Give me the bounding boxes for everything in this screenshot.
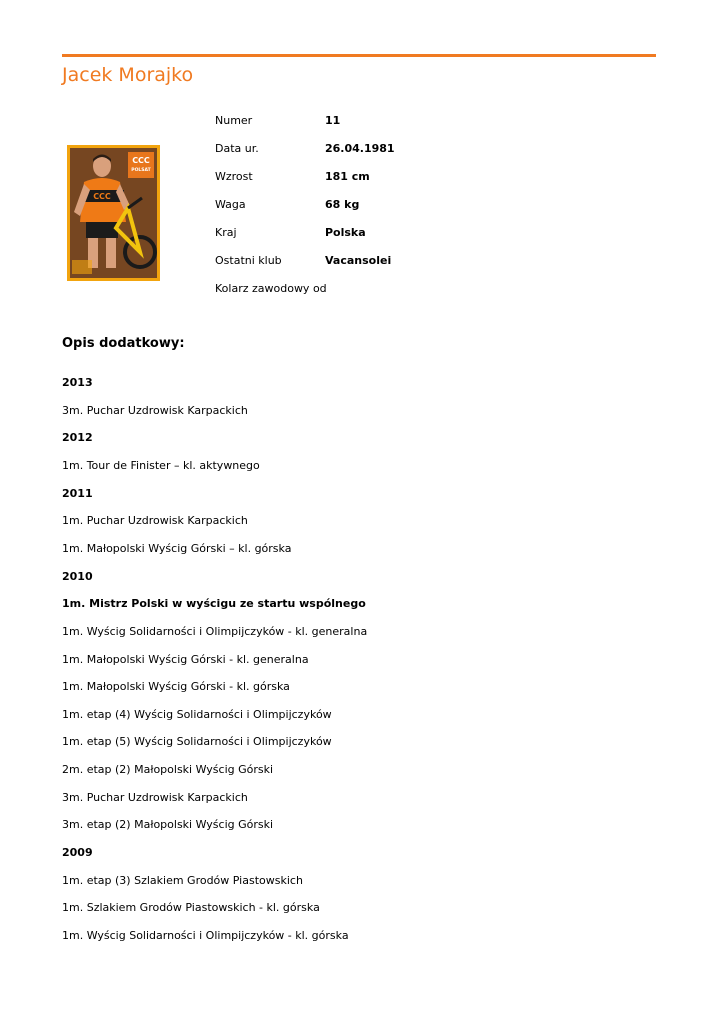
header-rule (62, 54, 656, 57)
year-heading: 2010 (62, 570, 93, 583)
info-value: 26.04.1981 (325, 142, 395, 155)
info-label: Wzrost (215, 170, 253, 183)
result-item: 1m. Tour de Finister – kl. aktywnego (62, 459, 260, 472)
info-label: Ostatni klub (215, 254, 282, 267)
result-item: 2m. etap (2) Małopolski Wyścig Górski (62, 763, 274, 776)
result-item: 1m. Puchar Uzdrowisk Karpackich (62, 514, 248, 527)
info-label: Kolarz zawodowy od (215, 282, 327, 295)
result-item: 1m. etap (5) Wyścig Solidarności i Olimpijczyków (62, 735, 332, 748)
info-value: 11 (325, 114, 341, 127)
rider-photo-image (70, 148, 157, 278)
result-item: 1m. Małopolski Wyścig Górski - kl. generalna (62, 653, 309, 666)
result-item: 1m. etap (4) Wyścig Solidarności i Olimpijczyków (62, 708, 332, 721)
logo-polsat-text: POLSAT (131, 168, 151, 173)
result-item: 1m. etap (3) Szlakiem Grodów Piastowskich (62, 874, 303, 887)
info-value: 68 kg (325, 198, 360, 211)
result-item: 3m. Puchar Uzdrowisk Karpackich (62, 791, 248, 804)
result-item: 1m. Wyścig Solidarności i Olimpijczyków - kl. górska (62, 929, 349, 942)
info-value: 181 cm (325, 170, 370, 183)
year-heading: 2013 (62, 376, 93, 389)
result-item: 1m. Małopolski Wyścig Górski – kl. górska (62, 542, 292, 555)
result-item: 1m. Mistrz Polski w wyścigu ze startu wspólnego (62, 597, 366, 610)
result-item: 1m. Małopolski Wyścig Górski - kl. górska (62, 680, 290, 693)
svg-text:CCC: CCC (93, 192, 111, 201)
result-item: 3m. etap (2) Małopolski Wyścig Górski (62, 818, 274, 831)
info-label: Data ur. (215, 142, 259, 155)
result-item: 1m. Wyścig Solidarności i Olimpijczyków - kl. generalna (62, 625, 368, 638)
year-heading: 2011 (62, 487, 93, 500)
info-value: Polska (325, 226, 366, 239)
page-title: Jacek Morajko (62, 64, 194, 86)
rider-photo (67, 145, 160, 281)
result-item: 3m. Puchar Uzdrowisk Karpackich (62, 404, 248, 417)
year-heading: 2012 (62, 431, 93, 444)
info-label: Numer (215, 114, 253, 127)
info-label: Waga (215, 198, 246, 211)
year-heading: 2009 (62, 846, 93, 859)
info-value: Vacansolei (325, 254, 392, 267)
result-item: 1m. Szlakiem Grodów Piastowskich - kl. górska (62, 901, 320, 914)
logo-ccc-text: CCC (132, 156, 150, 165)
description-heading: Opis dodatkowy: (62, 336, 185, 351)
info-label: Kraj (215, 226, 237, 239)
